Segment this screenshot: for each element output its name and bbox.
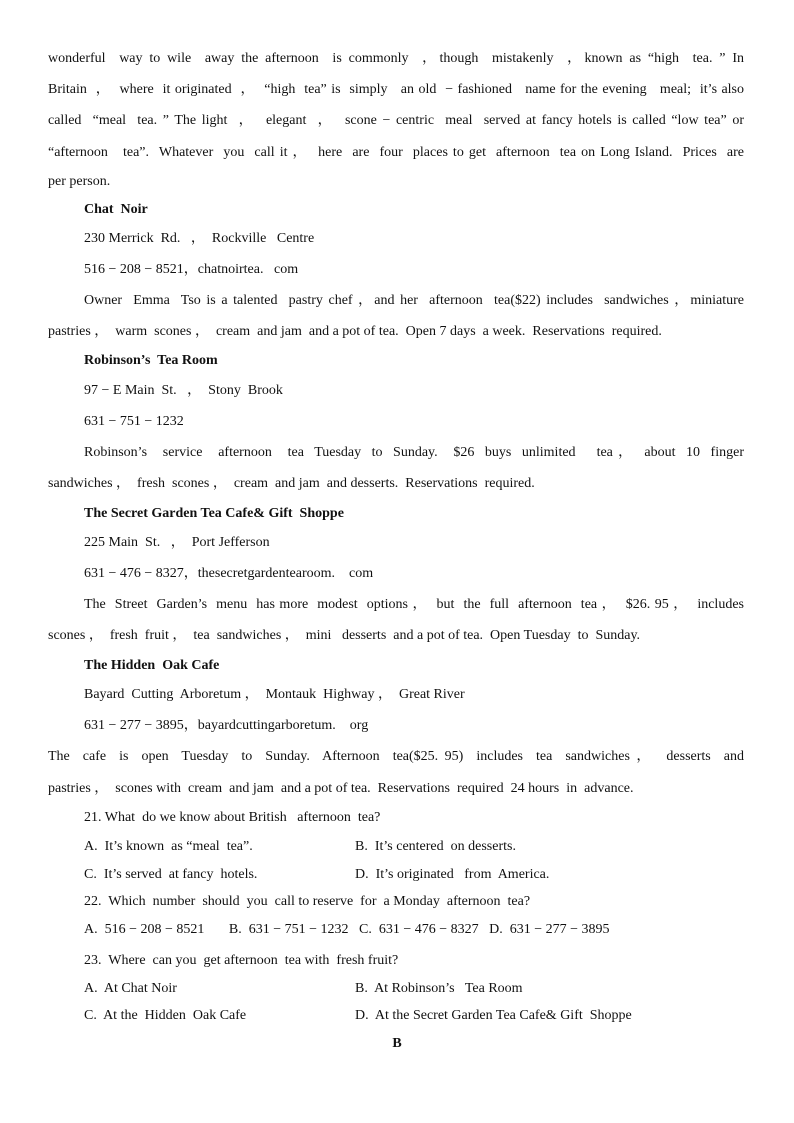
- option-a: A. It’s known as “meal tea”.: [84, 839, 253, 854]
- venue-name: Chat Noir: [84, 202, 148, 217]
- option-d: D. It’s originated from America.: [355, 867, 550, 882]
- venue-address: 225 Main St. ， Port Jefferson: [84, 535, 270, 550]
- venue-desc-line-1: The cafe is open Tuesday to Sunday. Afternoon tea($25. 95) includes tea sandwiches ， desserts and: [48, 749, 744, 764]
- venue-name: The Hidden Oak Cafe: [84, 658, 220, 673]
- venue-desc-line-2: sandwiches ， fresh scones ， cream and jam and desserts. Reservations required.: [48, 476, 535, 491]
- venue-desc-line-1: Owner Emma Tso is a talented pastry chef ，and her afternoon tea($22) includes sandwiches ，miniature: [84, 293, 744, 308]
- option-a: A. At Chat Noir: [84, 981, 177, 996]
- question-stem: 23. Where can you get afternoon tea with fresh fruit?: [84, 953, 399, 968]
- venue-address: 230 Merrick Rd. ， Rockville Centre: [84, 231, 315, 246]
- venue-address: Bayard Cutting Arboretum ， Montauk Highway ， Great River: [84, 687, 465, 702]
- intro-line-2: Britain ， where it originated ， “high tea” is simply an old − fashioned name for the evening meal; it’s also: [48, 82, 744, 97]
- venue-contact: 631 − 751 − 1232: [84, 414, 184, 429]
- option-c: C. At the Hidden Oak Cafe: [84, 1008, 247, 1023]
- option-c: C. It’s served at fancy hotels.: [84, 867, 258, 882]
- venue-desc-line-1: Robinson’s service afternoon tea Tuesday to Sunday. $26 buys unlimited tea ， about 10 finger: [84, 445, 744, 460]
- option-b: B. It’s centered on desserts.: [355, 839, 516, 854]
- venue-contact: 631 − 476 − 8327，thesecretgardentearoom. com: [84, 566, 374, 581]
- section-mark: B: [392, 1036, 402, 1051]
- venue-name: The Secret Garden Tea Cafe& Gift Shoppe: [84, 506, 344, 521]
- intro-line-4: “afternoon tea”. Whatever you call it ， here are four places to get afternoon tea on Long Island. Prices are: [48, 145, 744, 160]
- venue-desc-line-2: pastries ， warm scones ， cream and jam and a pot of tea. Open 7 days a week. Reservations required.: [48, 324, 662, 339]
- venue-desc-line-1: The Street Garden’s menu has more modest options ， but the full afternoon tea ， $26. 95 ， includes: [84, 597, 744, 612]
- intro-line-5: per person.: [48, 174, 111, 189]
- intro-line-3: called “meal tea. ” The light ， elegant ， scone − centric meal served at fancy hotels is called “low tea” or: [48, 113, 744, 128]
- venue-contact: 516 − 208 − 8521，chatnoirtea. com: [84, 262, 299, 277]
- question-stem: 21. What do we know about British afternoon tea?: [84, 810, 381, 825]
- options-line: A. 516 − 208 − 8521 B. 631 − 751 − 1232 C. 631 − 476 − 8327 D. 631 − 277 − 3895: [84, 922, 610, 937]
- venue-contact: 631 − 277 − 3895，bayardcuttingarboretum. org: [84, 718, 369, 733]
- venue-desc-line-2: pastries ， scones with cream and jam and a pot of tea. Reservations required 24 hours in advance.: [48, 781, 634, 796]
- option-d: D. At the Secret Garden Tea Cafe& Gift Shoppe: [355, 1008, 632, 1023]
- venue-address: 97 − E Main St. ， Stony Brook: [84, 383, 283, 398]
- intro-line-1: wonderful way to wile away the afternoon is commonly ，though mistakenly ，known as “high tea. ” In: [48, 51, 744, 66]
- option-b: B. At Robinson’s Tea Room: [355, 981, 523, 996]
- question-stem: 22. Which number should you call to reserve for a Monday afternoon tea?: [84, 894, 531, 909]
- venue-desc-line-2: scones ， fresh fruit ， tea sandwiches ， mini desserts and a pot of tea. Open Tuesday to Sunday.: [48, 628, 641, 643]
- venue-name: Robinson’s Tea Room: [84, 353, 218, 368]
